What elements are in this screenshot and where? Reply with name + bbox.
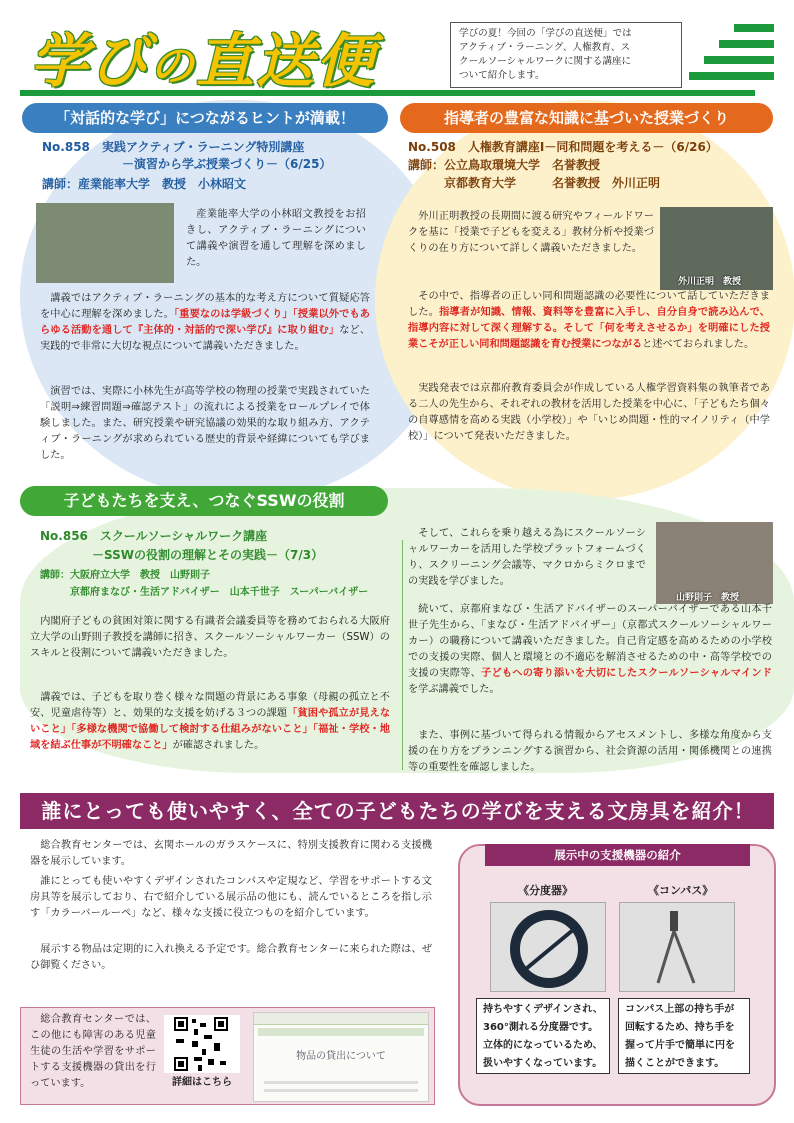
column-divider xyxy=(402,540,403,770)
protractor-image xyxy=(490,902,606,992)
lecturer: 京都府まなび・生活アドバイザー 山本千世子 スーパーバイザー xyxy=(70,587,369,598)
paragraph: 総合教育センターでは、玄関ホールのガラスケースに、特別支援教育に関わる支援機器を展示しています。 xyxy=(30,840,432,867)
compass-image xyxy=(619,902,735,992)
decor-stripe xyxy=(704,56,774,64)
thumb-header xyxy=(254,1013,428,1025)
highlight-text: 子どもへの寄り添いを大切にしたスクールソーシャルマインド xyxy=(481,668,772,679)
lecturer: 講師：公立鳥取環境大学 名誉教授 xyxy=(408,158,601,172)
title-no: の xyxy=(150,41,197,92)
title-main: 学び xyxy=(30,27,151,95)
thumb-line xyxy=(264,1081,418,1084)
paragraph: その中で、指導者の正しい同和問題認識の必要性について話していただきました。指導者が知識、情報、資料等を豊富に入手し、自分自身で読み込んで、指導内容に対して深く理解する。そして「何を考えさせるか」を明確にした授業こそが正しい同和問題認識を育む授業につながると述べておられました。 xyxy=(408,291,770,350)
paragraph: 展示する物品は定期的に入れ換える予定です。総合教育センターに来られた際は、ぜひ御覧ください。 xyxy=(30,944,432,971)
decor-stripe xyxy=(734,24,774,32)
section-heading-right: 指導者の豊富な知識に基づいた授業づくり xyxy=(400,103,773,133)
paragraph: 講義では、子どもを取り巻く様々な問題の背景にある事象（母親の孤立と不安、児童虐待等）と、効果的な支援を妨げる３つの課題「貧困や孤立が見えないこと」「多様な機関で協働して検討する仕組みがないこと」「福祉・学校・地域を結ぶ仕事が不明確なこと」が確認されました。 xyxy=(30,692,391,751)
thumb-nav xyxy=(258,1028,424,1036)
paragraph: 産業能率大学の小林昭文教授をお招きし、アクティブ・ラーニングについて講義や演習を通して理解を深めました。 xyxy=(186,209,366,268)
device-heading: 展示中の支援機器の紹介 xyxy=(485,844,750,866)
paragraph: また、事例に基づいて得られる情報からアセスメントし、多様な角度から支援の在り方をプランニングする演習から、社会資源の活用・関係機関との連携等の重要性を確認しました。 xyxy=(408,730,772,773)
photo-caption: 外川正明 教授 xyxy=(678,277,742,287)
device-description: コンパス上部の持ち手が回転するため、持ち手を握って片手で簡単に円を描くことができます。 xyxy=(618,998,750,1074)
device-label: 《分度器》 xyxy=(518,884,573,897)
photo-caption: 山野則子 教授 xyxy=(676,593,740,603)
lecturer: 講師：大阪府立大学 教授 山野則子 xyxy=(40,570,210,581)
paragraph: 誰にとっても使いやすくデザインされたコンパスや定規など、学習をサポートする文房具等を展示しており、右で紹介している展示品の他にも、読んでいるところを指し示す「カラーバールーペ」など、様々な支援に役立つものを紹介しています。 xyxy=(30,876,432,919)
intro-line: アクティブ・ラーニング、人権教育、ス xyxy=(459,42,631,53)
course-title: No.858 実践アクティブ・ラーニング特別講座 xyxy=(42,140,305,154)
title-rest: 直送便 xyxy=(196,27,377,95)
paragraph: 続いて、京都府まなび・生活アドバイザーのスーパーバイザーである山本千世子先生から、「まなび・生活アドバイザー」（京都式スクールソーシャルワーカー）の職務について講義いただきました。自己肯定感を高めるための小学校での支援の実際、個人と環境との不適応を解消させるための中・高等学校での支援の実際等、子どもへの寄り添いを大切にしたスクールソーシャルマインドを学ぶ講義でした。 xyxy=(408,604,772,695)
loan-text: 総合教育センターでは、この他にも障害のある児童生徒の生活や学習をサポートする支援機器の貸出を行っています。 xyxy=(30,1014,156,1089)
course-subtitle: －SSWの役割の理解とその実践－（7/3） xyxy=(92,548,324,562)
highlight-text: 「重要なのは学級づくり」「授業以外でもあらゆる活動を通して『主体的・対話的で深い学び』に取り組む」 xyxy=(40,309,370,336)
decor-stripe xyxy=(689,72,774,80)
thumb-title: 物品の貸出について xyxy=(296,1051,386,1062)
qr-label: 詳細はこちら xyxy=(172,1077,232,1088)
paragraph: そして、これらを乗り越える為にスクールソーシャルワーカーを活用した学校プラットフォームづくり、スクリーニング会議等、マクロからミクロまでの実践を学びました。 xyxy=(408,528,646,587)
course-title: No.508 人権教育講座Ⅰ－同和問題を考える－（6/26） xyxy=(408,140,718,154)
lecture-photo xyxy=(36,203,174,283)
paragraph: 講義ではアクティブ・ラーニングの基本的な考え方について質疑応答を中心に理解を深めました。「重要なのは学級づくり」「授業以外でもあらゆる活動を通して『主体的・対話的で深い学び』に取り組む」など、実践的で非常に大切な視点について講義いただきました。 xyxy=(40,293,371,352)
paragraph: 内閣府子どもの貧困対策に関する有識者会議委員等を務めておられる大阪府立大学の山野則子教授を講師に招き、スクールソーシャルワーカー（SSW）のスキルと役割について講義いただきました。 xyxy=(30,616,390,659)
course-subtitle: －演習から学ぶ授業づくり－（6/25） xyxy=(122,157,332,171)
course-title: No.856 スクールソーシャルワーク講座 xyxy=(40,529,268,543)
highlight-text: 「貧困や孤立が見えないこと」「多様な機関で協働して検討する仕組みがないこと」「福祉・学校・地域を結ぶ仕事が不明確なこと」 xyxy=(30,708,391,751)
decor-stripe xyxy=(719,40,774,48)
device-label: 《コンパス》 xyxy=(648,884,714,897)
website-thumbnail[interactable] xyxy=(253,1012,429,1102)
device-description: 持ちやすくデザインされ、360°測れる分度器です。立体的になっているため、扱いやすくなっています。 xyxy=(476,998,610,1074)
lecturer: 京都教育大学 名誉教授 外川正明 xyxy=(444,176,661,190)
intro-line: クールソーシャルワークに関する講座に xyxy=(459,56,632,67)
thumb-line xyxy=(264,1089,418,1092)
intro-box xyxy=(450,22,682,88)
intro-line: ついて紹介します。 xyxy=(459,70,545,81)
highlight-text: 指導者が知識、情報、資料等を豊富に入手し、自分自身で読み込んで、指導内容に対して深く理解する。そして「何を考えさせるか」を明確にした授業こそが正しい同和問題認識を育む授業につながる xyxy=(408,307,770,350)
qr-code[interactable] xyxy=(164,1015,240,1073)
paragraph: 実践発表では京都府教育委員会が作成している人権学習資料集の執筆者である二人の先生から、それぞれの教材を活用した授業を中心に、「子どもたち個々の自尊感情を高める実践（小学校）」や「いじめ問題・性的マイノリティ（中学校）」について発表いただきました。 xyxy=(408,383,770,442)
paragraph: 外川正明教授の長期間に渡る研究やフィールドワークを基に「授業で子どもを変える」教材分析や授業づくりの在り方について詳しく講義いただきました。 xyxy=(408,211,654,254)
lecturer: 講師：産業能率大学 教授 小林昭文 xyxy=(42,177,247,191)
bottom-heading: 誰にとっても使いやすく、全ての子どもたちの学びを支える文房具を紹介！ xyxy=(41,799,755,823)
intro-line: 学びの夏！今回の「学びの直送便」では xyxy=(459,28,632,39)
section-heading-ssw: 子どもたちを支え、つなぐSSWの役割 xyxy=(20,486,388,516)
page-title xyxy=(30,14,376,98)
section-heading-left: 「対話的な学び」につながるヒントが満載！ xyxy=(22,103,388,133)
paragraph: 演習では、実際に小林先生が高等学校の物理の授業で実践されていた「説明⇒練習問題⇒確認テスト」の流れによる授業をロールプレイで体験しました。また、研究授業や研究協議の効果的な取り組み方、アクティブ・ラーニングが求められている歴史的背景や経緯についても学びました。 xyxy=(40,386,370,461)
